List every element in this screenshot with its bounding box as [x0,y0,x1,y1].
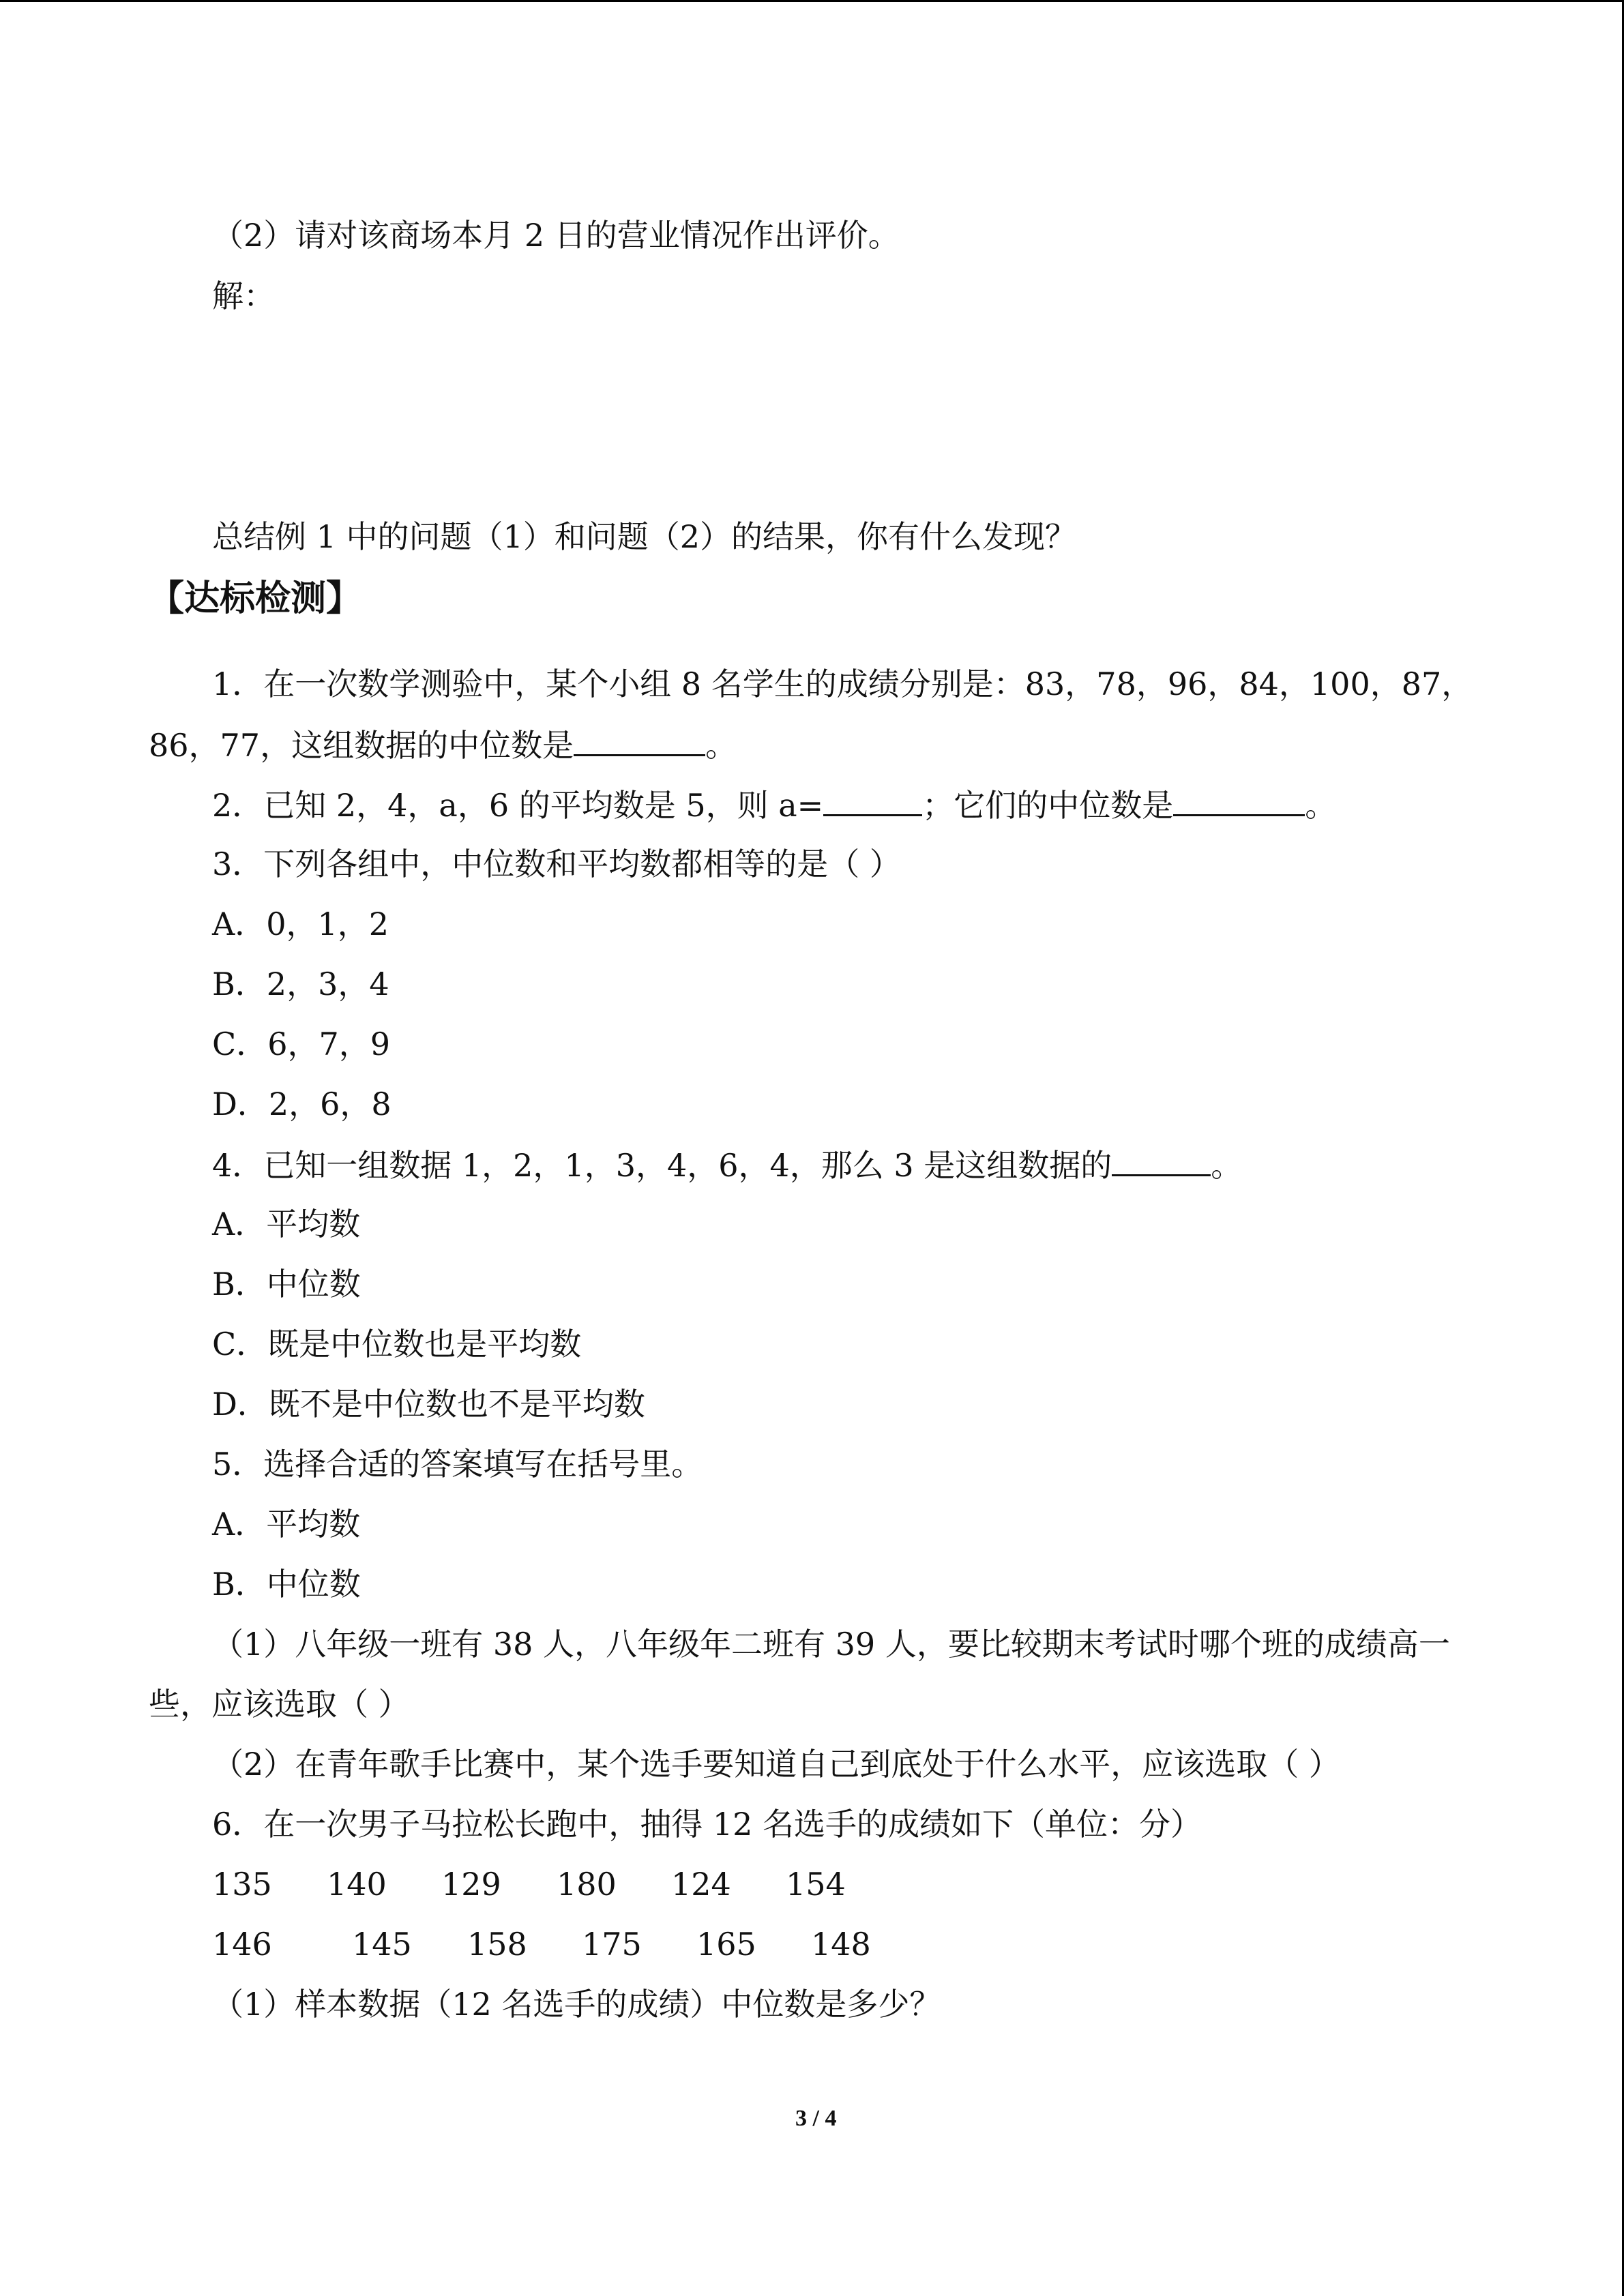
question-4-text: 4．已知一组数据 1，2，1，3，4，6，4，那么 3 是这组数据的 [212,1147,1112,1184]
marathon-score: 180 [557,1866,617,1903]
section-heading: 【达标检测】 [149,578,362,619]
marathon-score: 165 [696,1926,756,1963]
question-5-option-a: A．平均数 [212,1506,361,1542]
marathon-score: 124 [671,1866,731,1903]
marathon-score: 129 [441,1866,501,1903]
question-3: 3．下列各组中，中位数和平均数都相等的是（ ） [212,846,901,882]
question-4 [212,1147,1243,1184]
question-4-answer-blank [1112,1148,1211,1176]
marathon-score: 175 [582,1926,642,1963]
question-2 [212,787,1337,824]
question-5-subquestion-2: （2）在青年歌手比赛中，某个选手要知道自己到底处于什么水平，应该选取（ ） [212,1746,1340,1783]
marathon-score: 146 [212,1926,272,1963]
question-1-text: 86，77，这组数据的中位数是 [149,727,574,764]
question-2-a-blank [823,788,922,816]
question-5-subquestion-1-line-1: （1）八年级一班有 38 人，八年级年二班有 39 人，要比较期末考试时哪个班的成绩高一 [212,1626,1450,1663]
question-4-option-b: B．中位数 [212,1266,361,1302]
question-3-option-d: D．2，6，8 [212,1086,392,1122]
marathon-score: 158 [467,1926,527,1963]
question-5-option-b: B．中位数 [212,1566,361,1602]
question-1-answer-blank [574,728,705,756]
solution-label: 解： [212,278,275,314]
question-2-median-blank [1173,788,1305,816]
question-4-end-punctuation: 。 [1211,1147,1243,1184]
marathon-score: 135 [212,1866,272,1903]
page-top-border [0,0,1624,2]
question-5-subquestion-1-line-2: 些，应该选取（ ） [149,1686,410,1723]
question-6: 6．在一次男子马拉松长跑中，抽得 12 名选手的成绩如下（单位：分） [212,1806,1202,1843]
question-1-line-1: 1．在一次数学测验中，某个小组 8 名学生的成绩分别是：83，78，96，84，100，87， [212,666,1473,702]
question-4-option-a: A．平均数 [212,1206,361,1242]
marathon-score: 154 [786,1866,846,1903]
question-5: 5．选择合适的答案填写在括号里。 [212,1446,703,1482]
question-3-option-a: A．0，1，2 [212,906,389,942]
question-2-text-start: 2．已知 2，4，a，6 的平均数是 5，则 a= [212,787,824,824]
marathon-score: 145 [352,1926,412,1963]
question-4-option-c: C．既是中位数也是平均数 [212,1326,582,1362]
marathon-score: 148 [811,1926,871,1963]
summary-question: 总结例 1 中的问题（1）和问题（2）的结果，你有什么发现？ [212,518,1077,555]
marathon-score: 140 [327,1866,387,1903]
question-1-line-2 [149,727,737,764]
question-2-text-middle: ；它们的中位数是 [922,787,1174,824]
question-3-option-b: B．2，3，4 [212,966,389,1002]
question-4-option-d: D．既不是中位数也不是平均数 [212,1386,645,1422]
question-2-end-punctuation: 。 [1305,787,1337,824]
question-3-option-c: C．6，7，9 [212,1026,390,1062]
intro-evaluation-question: （2）请对该商场本月 2 日的营业情况作出评价。 [212,217,900,254]
question-1-end-punctuation: 。 [705,727,737,764]
page-number: 3 / 4 [795,2106,837,2131]
question-6-subquestion-1: （1）样本数据（12 名选手的成绩）中位数是多少？ [212,1986,941,2023]
